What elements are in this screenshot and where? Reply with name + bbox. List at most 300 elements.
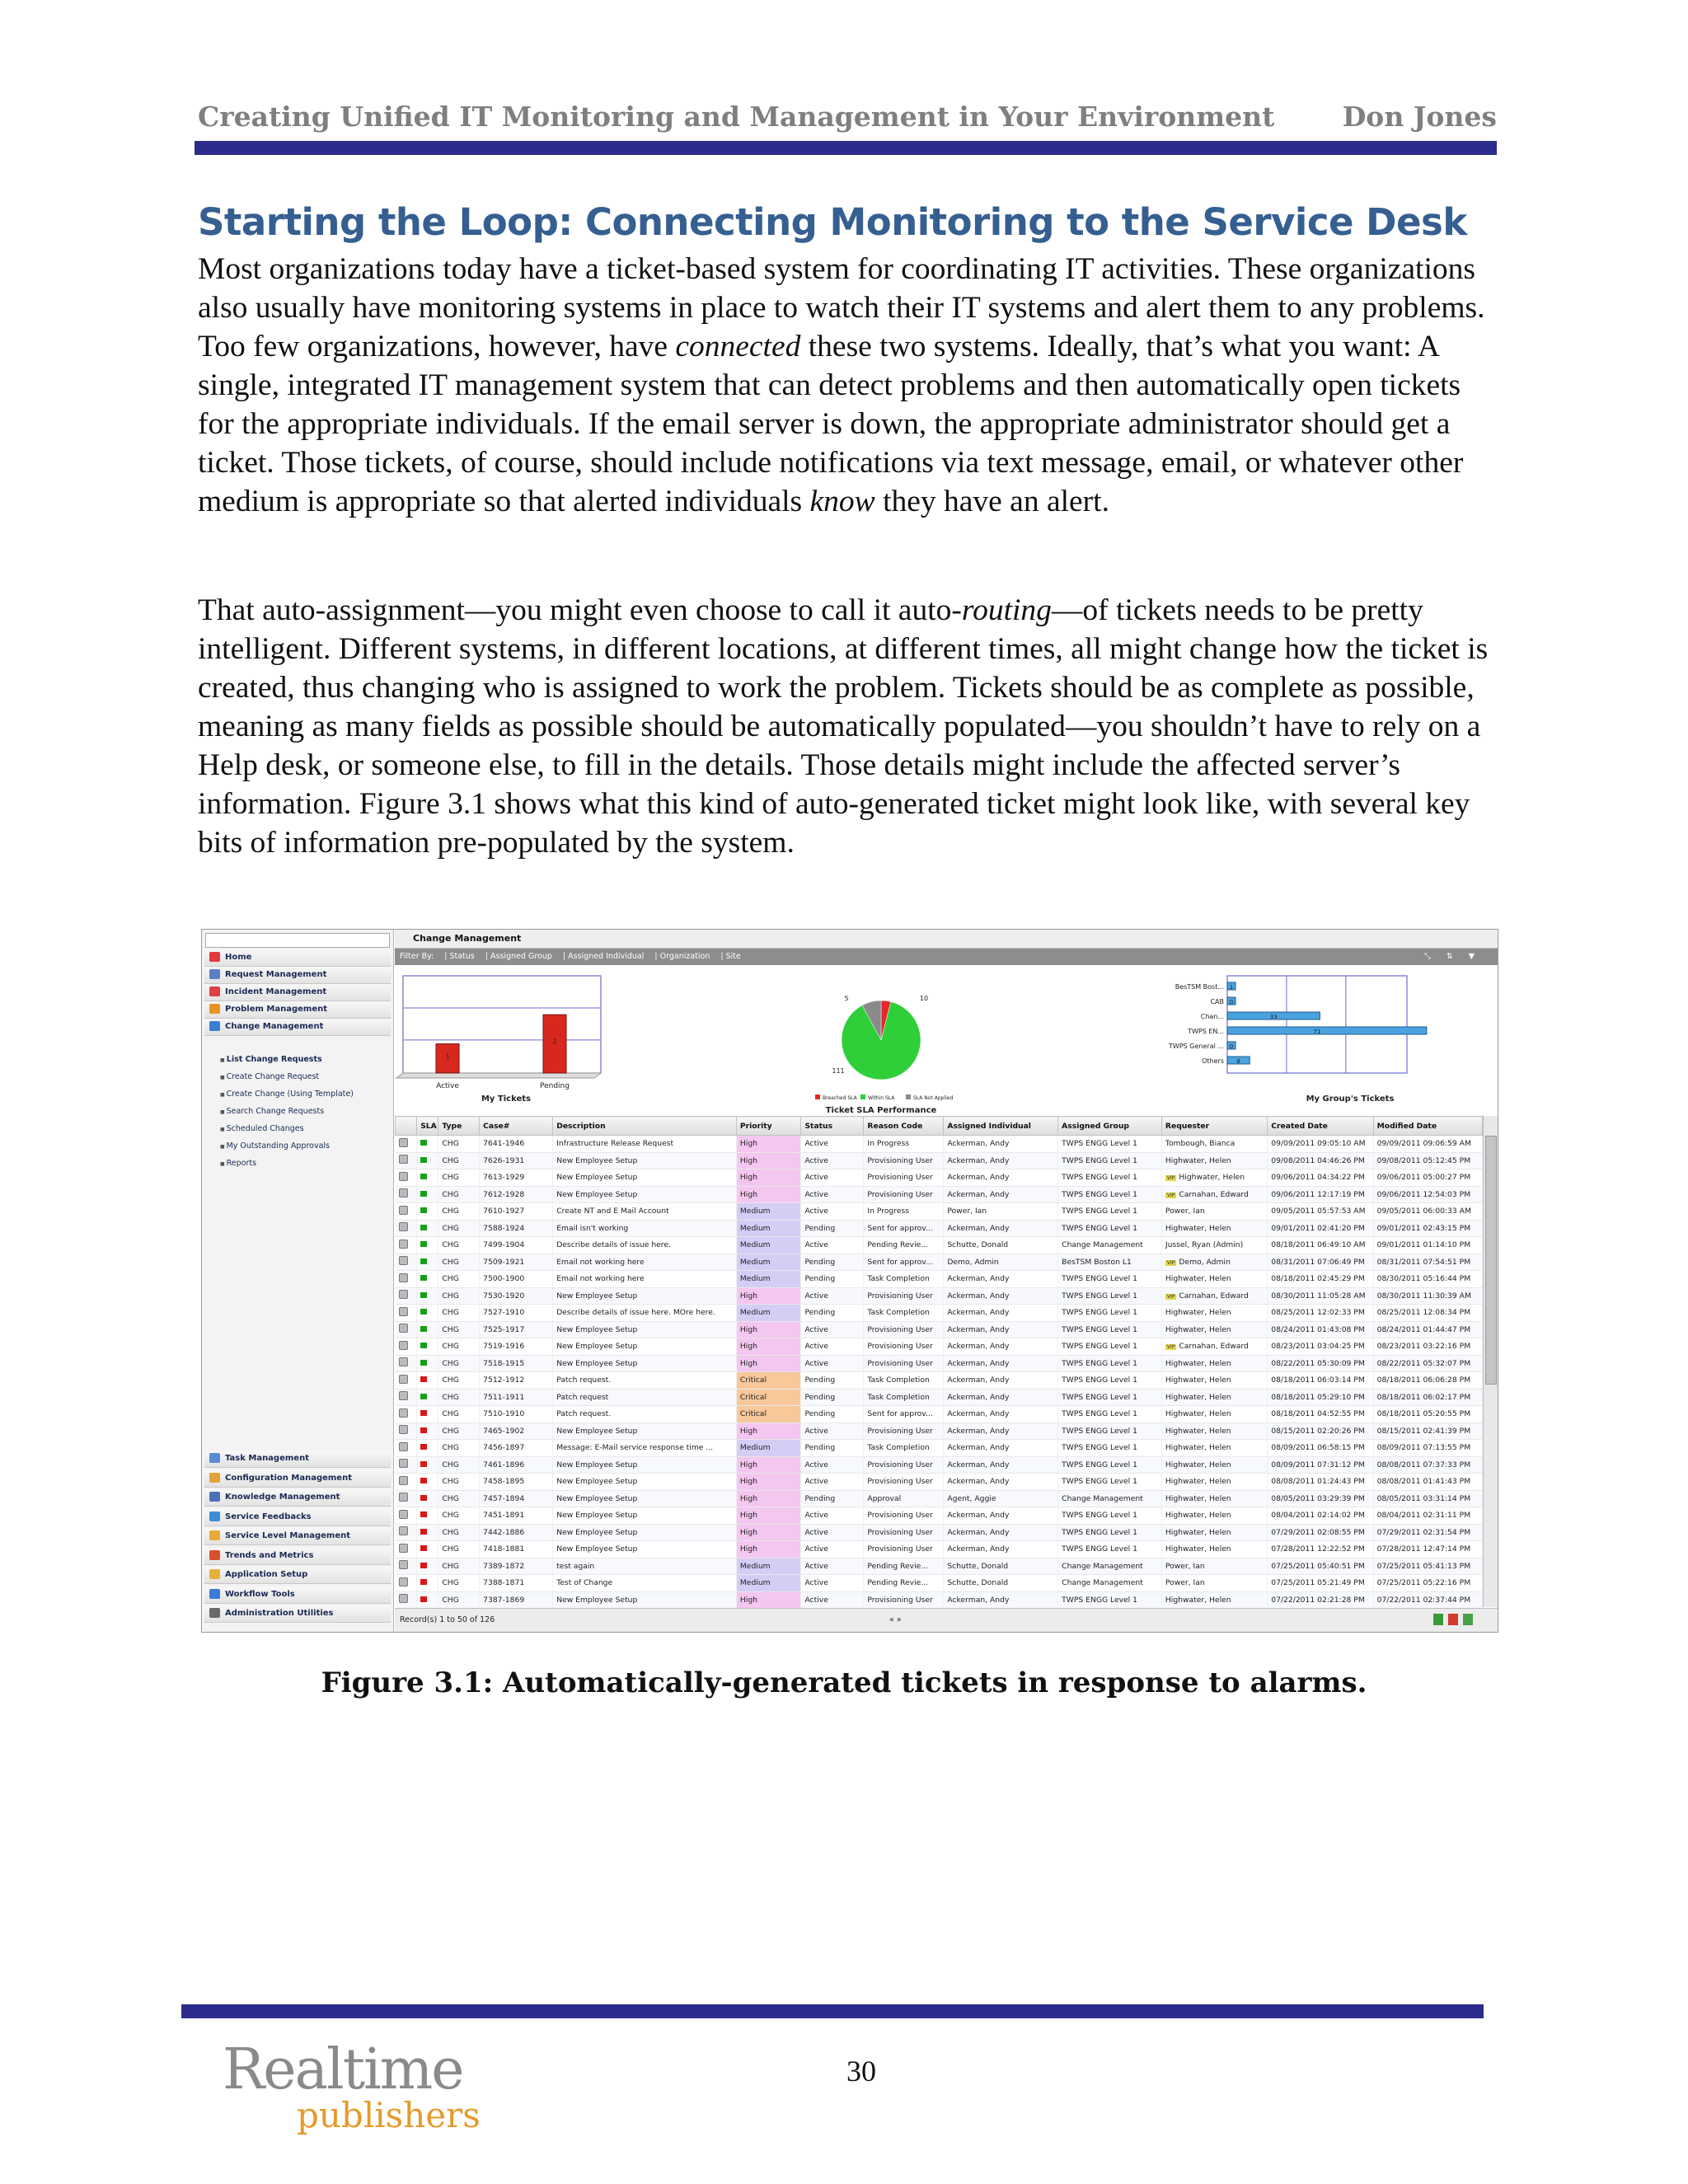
requester-cell [1161,1169,1267,1187]
home-icon [209,952,220,962]
case-number-cell[interactable] [480,1152,553,1169]
assigned-individual-cell [944,1169,1058,1187]
table-row[interactable] [396,1271,1483,1288]
column-header-type[interactable]: Type [438,1117,480,1136]
cell-text: Provisioning User [867,1189,933,1199]
config-icon [209,1473,220,1483]
created-date-cell [1268,1389,1373,1406]
cell-text: Create NT and E Mail Account [556,1207,669,1216]
cell-text: Agent, Aggie [947,1493,996,1503]
sidebar-item-request-management[interactable] [204,967,391,984]
sidebar-item-label: Change Management [225,1022,324,1031]
column-header-lock[interactable] [396,1117,417,1136]
column-header-assigned-individual[interactable]: Assigned Individual [944,1117,1058,1136]
sidebar-item-incident-management[interactable] [204,984,391,1001]
p2-emphasis-routing: routing [961,593,1052,627]
green-flag-icon [420,1241,427,1247]
case-number-cell[interactable] [480,1591,553,1609]
reason-code-cell [864,1541,944,1558]
requester-cell [1161,1220,1267,1237]
case-number-cell[interactable] [480,1372,553,1390]
table-row[interactable] [396,1422,1483,1440]
sla-flag-cell [417,1591,438,1609]
sidebar-item-change-management[interactable] [204,1019,391,1036]
cell-text: High [739,1477,757,1487]
table-row[interactable] [396,1490,1483,1507]
sidebar-subitem-reports[interactable]: ■ Reports [220,1159,256,1168]
case-number-cell[interactable] [480,1169,553,1187]
filter-site[interactable]: | Site [720,952,741,961]
assigned-group-cell [1058,1507,1162,1525]
table-row[interactable] [396,1541,1483,1558]
cell-text: 7525-1917 [483,1324,525,1334]
cell-text: Sent for approv... [867,1409,933,1419]
footer-rule [181,2004,1484,2018]
table-row[interactable] [396,1355,1483,1372]
reason-code-cell [864,1186,944,1203]
filter-tool-icons[interactable]: ⤡ ⇅ ▼ [1424,952,1481,961]
requester-cell [1161,1575,1267,1592]
reason-code-cell [864,1169,944,1187]
cell-text: 08/18/2011 02:45:29 PM [1271,1274,1365,1284]
assigned-group-cell [1058,1389,1162,1406]
cell-text: 09/06/2011 12:54:03 PM [1376,1189,1471,1199]
table-row[interactable] [396,1136,1483,1153]
table-row[interactable] [396,1440,1483,1457]
cell-text: Ackerman, Andy [947,1173,1010,1183]
case-number-cell[interactable] [480,1440,553,1457]
reason-code-cell [864,1389,944,1406]
cell-text: Active [804,1358,828,1368]
cell-text: TWPS ENGG Level 1 [1062,1155,1137,1165]
table-row[interactable] [396,1152,1483,1169]
reason-code-cell [864,1422,944,1440]
case-number-cell[interactable] [480,1220,553,1237]
case-number-cell[interactable] [480,1524,553,1541]
cell-text: Email not working here [556,1274,645,1284]
filter-assigned-individual[interactable]: | Assigned Individual [562,952,647,961]
case-number-cell[interactable] [480,1136,553,1153]
reason-code-cell [864,1507,944,1525]
filter-assigned-group[interactable]: | Assigned Group [485,952,555,961]
publisher-logo [223,2037,495,2136]
cell-text: 09/01/2011 02:41:20 PM [1271,1223,1365,1233]
case-number-cell[interactable] [480,1389,553,1406]
red-flag-icon [420,1579,427,1585]
p2-text-b: —of tickets needs to be pretty intelligent. Different systems, in different locations, at different times, all might change how the ticket is created, thus changing who is assigned to work the problem. Tickets should be as complete as possible, meaning as many fields as possible should be automatically populated—you shouldn’t have to rely on a Help desk, or someone else, to fill in the details. Those details might include the affected server’s information. Figure 3.1 shows what this kind of auto-generated ticket might look like, with several key bits of information pre-populated by the system. [198,593,1489,860]
sidebar-item-home[interactable] [204,949,391,967]
created-date-cell [1268,1474,1373,1491]
sidebar-item-task-management[interactable] [204,1451,391,1468]
table-row[interactable] [396,1507,1483,1525]
sidebar-item-application-setup[interactable] [204,1567,391,1584]
records-count: Record(s) 1 to 50 of 126 [400,1615,495,1624]
cell-text: Critical [739,1392,767,1402]
description-cell [553,1254,737,1271]
column-header-description[interactable]: Description [553,1117,737,1136]
sla-label-within: 111 [832,1067,845,1075]
cell-text: Provisioning User [867,1155,933,1165]
cell-text: 7418-1881 [483,1544,525,1554]
cell-text: Highwater, Helen [1165,1274,1231,1284]
cell-text: CHG [442,1595,459,1605]
row-lock-cell [396,1169,417,1187]
assigned-group-cell [1058,1558,1162,1575]
cell-text: Highwater, Helen [1165,1511,1231,1521]
reason-code-cell [864,1355,944,1372]
table-row[interactable] [396,1220,1483,1237]
requester-cell [1161,1558,1267,1575]
sla-flag-cell [417,1389,438,1406]
sidebar-subitem-scheduled-changes[interactable]: ■ Scheduled Changes [220,1124,304,1133]
sla-flag-cell [417,1406,438,1423]
case-number-cell[interactable] [480,1254,553,1271]
case-number-cell[interactable] [480,1338,553,1356]
export-icons[interactable] [1433,1614,1473,1625]
filter-organization[interactable]: | Organization [654,952,713,961]
sidebar-item-workflow-tools[interactable] [204,1586,391,1604]
section-heading: Starting the Loop: Connecting Monitoring to the Service Desk [198,200,1467,244]
sidebar-search-input[interactable] [205,933,390,948]
status-cell [801,1389,864,1406]
figure-screenshot [201,929,1498,1633]
assigned-group-cell [1058,1203,1162,1221]
filter-status[interactable]: | Status [444,952,477,961]
cell-text: TWPS ENGG Level 1 [1062,1324,1137,1334]
cell-text: Medium [739,1240,771,1250]
row-lock-cell [396,1541,417,1558]
table-row[interactable] [396,1321,1483,1338]
charts-svg [395,966,1498,1116]
red-flag-icon [420,1376,427,1382]
sidebar-subitem-search-change-requests[interactable]: ■ Search Change Requests [220,1107,324,1116]
row-lock-cell [396,1203,417,1221]
main-title-text: Change Management [413,933,522,944]
cell-text: 08/18/2011 06:49:10 AM [1271,1240,1366,1250]
cell-text: 7387-1869 [483,1595,525,1605]
cell-text: 7509-1921 [483,1257,525,1267]
cell-text: Approval [867,1493,902,1503]
sidebar-subitem-list-change-requests[interactable]: ■ List Change Requests [220,1055,322,1064]
cell-text: Active [804,1477,828,1487]
created-date-cell [1268,1136,1373,1153]
priority-cell [736,1456,801,1474]
row-lock-cell [396,1321,417,1338]
assigned-individual-cell [944,1575,1058,1592]
cell-text: Medium [739,1223,771,1233]
table-row[interactable] [396,1474,1483,1491]
cell-text: TWPS ENGG Level 1 [1062,1443,1137,1453]
cell-text: TWPS ENGG Level 1 [1062,1460,1137,1469]
cell-text: TWPS ENGG Level 1 [1062,1544,1137,1554]
cell-text: 7465-1902 [483,1426,525,1436]
cell-text: Medium [739,1578,771,1588]
my-tickets-category-active: Active [436,1082,459,1090]
case-number-cell[interactable] [480,1355,553,1372]
cell-text: 7458-1895 [483,1477,525,1487]
modified-date-cell [1373,1186,1482,1203]
cell-text: High [739,1426,757,1436]
cell-text: Email not working here [556,1257,645,1267]
lock-icon [399,1290,408,1299]
priority-cell [736,1152,801,1169]
case-number-cell[interactable] [480,1305,553,1322]
priority-cell [736,1203,801,1221]
type-cell [438,1474,480,1491]
cell-text: 08/15/2011 02:41:39 PM [1376,1426,1471,1436]
csv-export-icon[interactable] [1463,1614,1473,1625]
lock-icon [399,1307,408,1316]
row-lock-cell [396,1558,417,1575]
lock-icon [399,1493,408,1502]
status-cell [801,1186,864,1203]
lock-icon [399,1459,408,1468]
cell-text: Provisioning User [867,1595,933,1605]
assigned-individual-cell [944,1541,1058,1558]
description-cell [553,1507,737,1525]
modified-date-cell [1373,1591,1482,1609]
assigned-group-cell [1058,1422,1162,1440]
cell-text: Describe details of issue here. MOre here. [556,1308,715,1318]
assigned-group-cell [1058,1474,1162,1491]
column-header-reason-code[interactable]: Reason Code [864,1117,944,1136]
p1-text-b: these two systems. Ideally, that’s what you want: A single, integrated IT management system that can detect problems and then automatically open tickets for the appropriate individuals. If the email server is down, the appropriate administrator should get a ticket. Those tickets, of course, should include notifications via text message, email, or whatever other medium is appropriate so that alerted individuals [198,330,1464,518]
cell-text: Demo, Admin [1179,1257,1231,1267]
sidebar-item-problem-management[interactable] [204,1001,391,1019]
case-number-cell[interactable] [480,1541,553,1558]
table-row[interactable] [396,1203,1483,1221]
grid-scrollbar[interactable] [1483,1116,1498,1607]
pdf-export-icon[interactable] [1448,1614,1458,1625]
cell-text: Change Management [1062,1561,1143,1571]
requester-cell [1161,1490,1267,1507]
table-row[interactable] [396,1456,1483,1474]
assigned-group-cell [1058,1524,1162,1541]
sidebar-item-knowledge-management[interactable] [204,1489,391,1507]
table-row[interactable] [396,1254,1483,1271]
pager-controls[interactable]: « » [889,1615,902,1624]
header-title: Creating Unified IT Monitoring and Management in Your Environment [198,101,1275,133]
case-number-cell[interactable] [480,1203,553,1221]
case-number-cell[interactable] [480,1237,553,1254]
cell-text: Provisioning User [867,1544,933,1554]
case-number-cell[interactable] [480,1575,553,1592]
column-header-status[interactable]: Status [801,1117,864,1136]
green-flag-icon [420,1258,427,1264]
table-row[interactable] [396,1575,1483,1592]
table-row[interactable] [396,1169,1483,1187]
cell-text: Change Management [1062,1493,1143,1503]
sla-flag-cell [417,1474,438,1491]
type-cell [438,1507,480,1525]
cell-text: 7461-1896 [483,1460,525,1469]
column-header-priority[interactable]: Priority [736,1117,801,1136]
cell-text: CHG [442,1240,459,1250]
table-row[interactable] [396,1237,1483,1254]
setup-icon [209,1569,220,1579]
group-tickets-category: Chan... [1200,1013,1224,1020]
excel-export-icon[interactable] [1433,1614,1443,1625]
sidebar-subitem-create-change-request[interactable]: ■ Create Change Request [220,1072,319,1081]
cell-text: Highwater, Helen [1165,1223,1231,1233]
cell-text: Highwater, Helen [1165,1155,1231,1165]
green-flag-icon [420,1309,427,1315]
case-number-cell[interactable] [480,1456,553,1474]
table-row[interactable] [396,1338,1483,1356]
cell-text: 7388-1871 [483,1578,525,1588]
table-row[interactable] [396,1186,1483,1203]
cell-text: New Employee Setup [556,1493,638,1503]
sidebar-item-service-level-management[interactable] [204,1528,391,1545]
cell-text: CHG [442,1443,459,1453]
cell-text: Email isn't working [556,1223,629,1233]
green-flag-icon [420,1326,427,1332]
sidebar-subitem-create-change-using-template-[interactable]: ■ Create Change (Using Template) [220,1090,354,1099]
green-flag-icon [420,1360,427,1366]
column-header-assigned-group[interactable]: Assigned Group [1058,1117,1162,1136]
modified-date-cell [1373,1389,1482,1406]
red-flag-icon [420,1529,427,1535]
table-row[interactable] [396,1558,1483,1575]
reason-code-cell [864,1406,944,1423]
cell-text: 07/25/2011 05:40:51 PM [1271,1561,1365,1571]
cell-text: Ackerman, Andy [947,1308,1010,1318]
type-cell [438,1558,480,1575]
description-cell [553,1169,737,1187]
cell-text: Highwater, Helen [1165,1544,1231,1554]
cell-text: 09/09/2011 09:06:59 AM [1376,1139,1471,1149]
grid-header-row [396,1117,1483,1136]
group-tickets-value: 0 [1229,999,1234,1005]
table-row[interactable] [396,1389,1483,1406]
priority-cell [736,1389,801,1406]
cell-text: New Employee Setup [556,1426,638,1436]
filter-list [444,952,749,961]
cell-text: Ackerman, Andy [947,1544,1010,1554]
sidebar-item-trends-and-metrics[interactable] [204,1548,391,1565]
cell-text: In Progress [867,1207,910,1216]
requester-cell [1161,1254,1267,1271]
case-number-cell[interactable] [480,1507,553,1525]
row-lock-cell [396,1474,417,1491]
sidebar-item-administration-utilities[interactable] [204,1605,391,1623]
table-row[interactable] [396,1372,1483,1390]
case-number-cell[interactable] [480,1406,553,1423]
case-number-cell[interactable] [480,1186,553,1203]
row-lock-cell [396,1524,417,1541]
assigned-individual-cell [944,1372,1058,1390]
table-row[interactable] [396,1305,1483,1322]
column-header-requester[interactable]: Requester [1161,1117,1267,1136]
cell-text: Provisioning User [867,1477,933,1487]
group-tickets-category: CAB [1210,998,1224,1005]
priority-cell [736,1507,801,1525]
cell-text: CHG [442,1409,459,1419]
lock-icon [399,1408,408,1418]
cell-text: 08/05/2011 03:29:39 PM [1271,1493,1365,1503]
cell-text: Highwater, Helen [1165,1527,1231,1537]
reason-code-cell [864,1152,944,1169]
group-tickets-category: BesTSM Bost... [1175,983,1224,991]
cell-text: Ackerman, Andy [947,1477,1010,1487]
column-header-sla[interactable]: SLA [417,1117,438,1136]
sla-label-not-applied: 10 [919,995,929,1002]
sidebar-item-label: Home [225,953,252,962]
sla-flag-cell [417,1271,438,1288]
cell-text: CHG [442,1308,459,1318]
case-number-cell[interactable] [480,1287,553,1305]
modified-date-cell [1373,1575,1482,1592]
cell-text: BesTSM Boston L1 [1062,1257,1132,1267]
reason-code-cell [864,1203,944,1221]
column-header-modified-date[interactable]: Modified Date [1373,1117,1482,1136]
description-cell [553,1237,737,1254]
assigned-individual-cell [944,1305,1058,1322]
sidebar-item-label: Request Management [225,970,327,979]
sidebar-item-label: Service Level Management [225,1531,351,1540]
cell-text: Power, Ian [1165,1207,1205,1216]
priority-cell [736,1575,801,1592]
cell-text: TWPS ENGG Level 1 [1062,1376,1137,1385]
sla-legend-label: Within SLA [868,1095,895,1101]
red-flag-icon [420,1478,427,1483]
p2-text-a: That auto-assignment—you might even choose to call it auto- [198,593,962,627]
cell-text: High [739,1358,757,1368]
type-cell [438,1152,480,1169]
case-number-cell[interactable] [480,1490,553,1507]
case-number-cell[interactable] [480,1558,553,1575]
description-cell [553,1338,737,1356]
type-cell [438,1203,480,1221]
type-cell [438,1287,480,1305]
assigned-group-cell [1058,1575,1162,1592]
cell-text: Highwater, Helen [1165,1358,1231,1368]
priority-cell [736,1372,801,1390]
assigned-individual-cell [944,1591,1058,1609]
sidebar-item-service-feedbacks[interactable] [204,1509,391,1526]
assigned-group-cell [1058,1254,1162,1271]
scrollbar-thumb[interactable] [1485,1136,1497,1385]
cell-text: 7451-1891 [483,1511,525,1521]
case-number-cell[interactable] [480,1271,553,1288]
row-lock-cell [396,1389,417,1406]
table-row[interactable] [396,1524,1483,1541]
requester-cell [1161,1186,1267,1203]
table-row[interactable] [396,1591,1483,1609]
cell-text: Active [804,1527,828,1537]
vip-badge: VIP [1166,1259,1175,1266]
priority-cell [736,1186,801,1203]
my-tickets-category-pending: Pending [540,1082,570,1090]
sla-flag-cell [417,1422,438,1440]
sla-chart-title: Ticket SLA Performance [825,1106,937,1115]
figure-caption: Figure 3.1: Automatically-generated tickets in response to alarms. [321,1666,1367,1699]
table-row[interactable] [396,1287,1483,1305]
assigned-group-cell [1058,1338,1162,1356]
table-row[interactable] [396,1406,1483,1423]
column-header-created-date[interactable]: Created Date [1268,1117,1373,1136]
case-number-cell[interactable] [480,1321,553,1338]
sidebar-item-configuration-management[interactable] [204,1470,391,1488]
case-number-cell[interactable] [480,1474,553,1491]
sidebar-subitem-my-outstanding-approvals[interactable]: ■ My Outstanding Approvals [220,1141,330,1151]
modified-date-cell [1373,1524,1482,1541]
task-icon [209,1453,220,1463]
case-number-cell[interactable] [480,1422,553,1440]
cell-text: TWPS ENGG Level 1 [1062,1308,1137,1318]
cell-text: Jussel, Ryan (Admin) [1165,1240,1244,1250]
column-header-case-[interactable]: Case# [480,1117,553,1136]
